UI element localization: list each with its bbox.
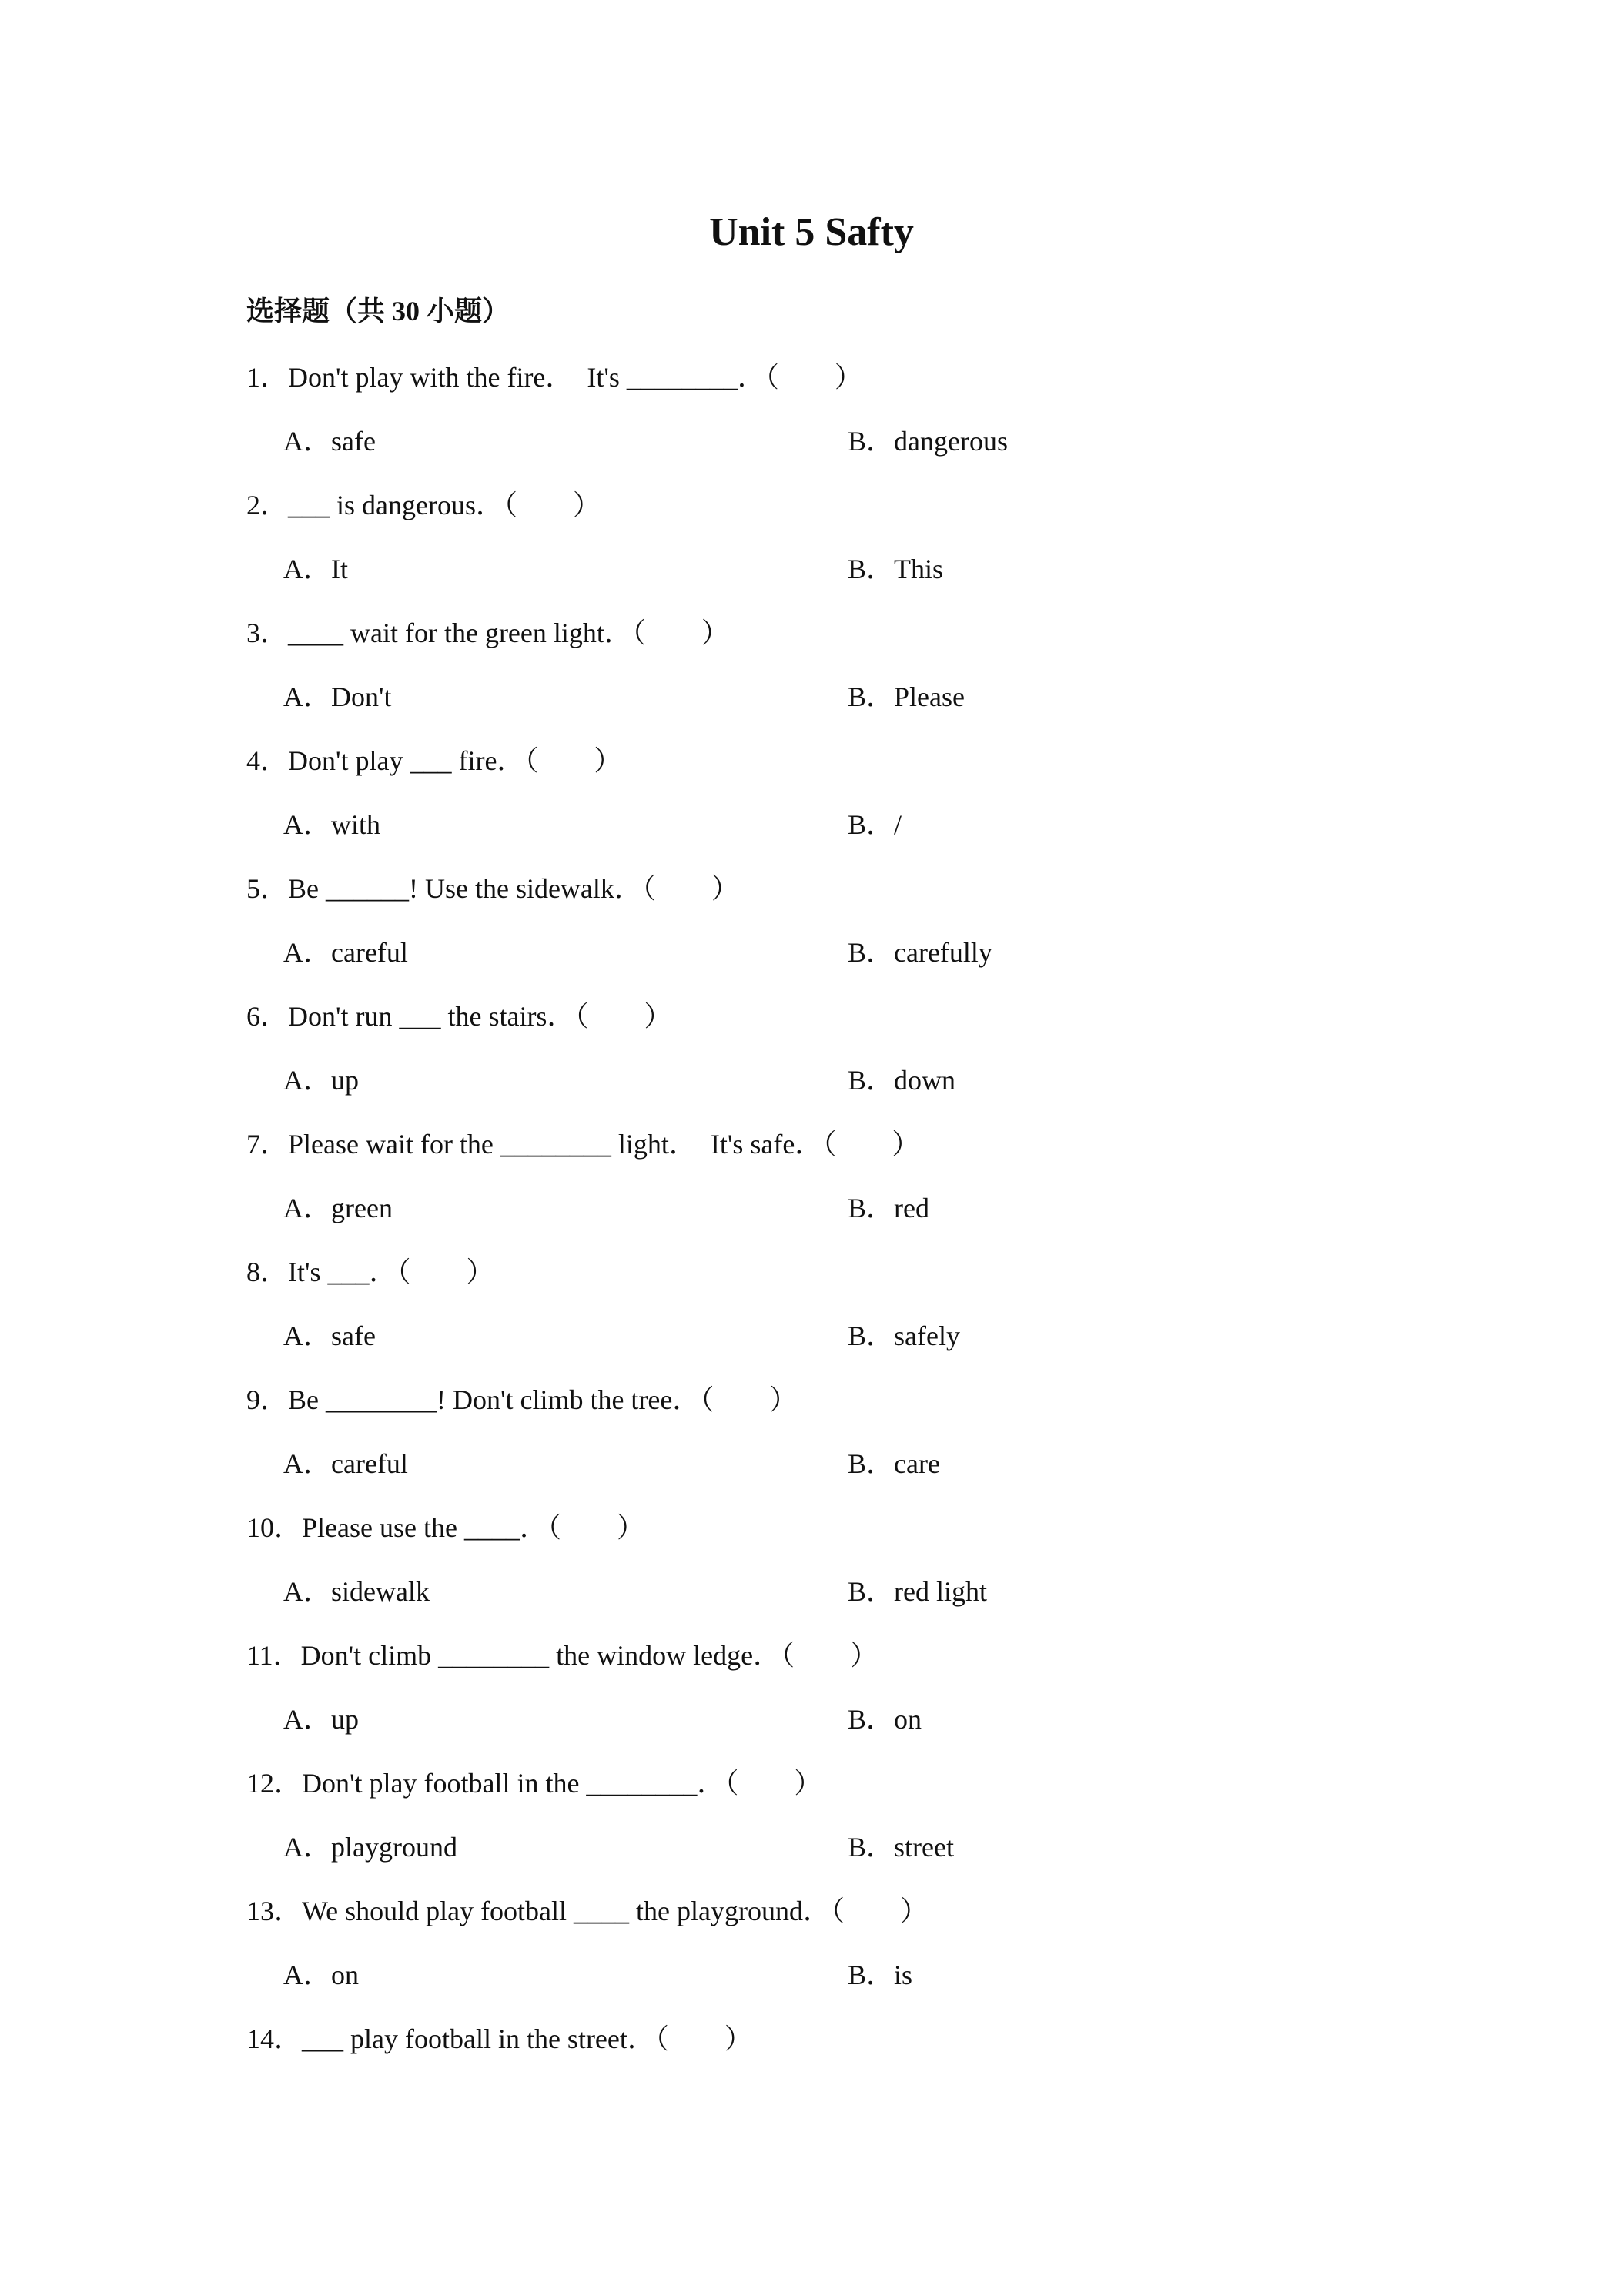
answer-options xyxy=(283,1702,1361,1736)
option-b: B．red light xyxy=(848,1576,987,1607)
answer-options xyxy=(283,1575,1361,1608)
option-a: A．with xyxy=(283,809,381,840)
question-item xyxy=(246,1511,1478,1638)
option-b: B．carefully xyxy=(848,937,992,968)
answer-options xyxy=(283,424,1361,458)
option-b: B．down xyxy=(848,1065,956,1096)
answer-options xyxy=(283,808,1361,842)
question-item xyxy=(246,1766,1478,1894)
question-item xyxy=(246,1894,1478,2022)
answer-options xyxy=(283,1958,1361,1992)
option-b: B．/ xyxy=(848,809,902,840)
question-item xyxy=(246,744,1478,872)
question-stem: 8．It's ___．（ ） xyxy=(246,1257,494,1287)
answer-options xyxy=(283,552,1361,586)
option-b: B．red xyxy=(848,1193,929,1223)
option-b: B．street xyxy=(848,1832,954,1863)
option-a: A．green xyxy=(283,1193,393,1223)
question-stem: 14．___ play football in the street．（ ） xyxy=(246,2023,752,2054)
question-stem: 3．____ wait for the green light．（ ） xyxy=(246,618,729,648)
question-item xyxy=(246,616,1478,744)
option-a: A．Don't xyxy=(283,681,392,712)
answer-options xyxy=(283,1447,1361,1481)
answer-options xyxy=(283,1191,1361,1225)
option-a: A．up xyxy=(283,1065,359,1096)
question-item xyxy=(246,1383,1478,1511)
question-stem: 2．___ is dangerous．（ ） xyxy=(246,490,601,520)
document-title: Unit 5 Safty xyxy=(709,210,914,254)
question-stem: 4．Don't play ___ fire．（ ） xyxy=(246,745,622,776)
option-b: B．safely xyxy=(848,1320,960,1351)
answer-options xyxy=(283,1319,1361,1353)
option-a: A．sidewalk xyxy=(283,1576,430,1607)
option-b: B．on xyxy=(848,1704,922,1735)
section-heading: 选择题（共 30 小题） xyxy=(246,296,510,326)
option-a: A．safe xyxy=(283,426,376,457)
question-item xyxy=(246,1255,1478,1383)
question-stem: 5．Be ______! Use the sidewalk．（ ） xyxy=(246,873,739,904)
question-stem: 9．Be ________! Don't climb the tree．（ ） xyxy=(246,1384,798,1415)
option-a: A．careful xyxy=(283,937,408,968)
option-a: A．up xyxy=(283,1704,359,1735)
question-stem: 13．We should play football ____ the playground．（ ） xyxy=(246,1896,928,1926)
option-a: A．safe xyxy=(283,1320,376,1351)
question-item xyxy=(246,1127,1478,1255)
answer-options xyxy=(283,1063,1361,1097)
question-item xyxy=(246,999,1478,1127)
option-a: A．playground xyxy=(283,1832,457,1863)
question-stem: 12．Don't play football in the ________．（ ） xyxy=(246,1768,822,1799)
question-stem: 11．Don't climb ________ the window ledge．（ ） xyxy=(246,1640,878,1671)
option-a: A．on xyxy=(283,1960,359,1990)
answer-options xyxy=(283,1830,1361,1864)
option-b: B．care xyxy=(848,1448,940,1479)
option-b: B．dangerous xyxy=(848,426,1008,457)
answer-options xyxy=(283,680,1361,714)
question-stem: 7．Please wait for the ________ light． It's safe．（ ） xyxy=(246,1129,920,1160)
option-a: A．It xyxy=(283,554,348,584)
option-b: B．This xyxy=(848,554,944,584)
option-b: B．Please xyxy=(848,681,965,712)
question-list xyxy=(246,360,1478,2150)
question-item xyxy=(246,1638,1478,1766)
question-item xyxy=(246,488,1478,616)
answer-options xyxy=(283,935,1361,969)
question-item xyxy=(246,872,1478,999)
question-stem: 10．Please use the ____．（ ） xyxy=(246,1512,644,1543)
question-item xyxy=(246,360,1478,488)
option-b: B．is xyxy=(848,1960,913,1990)
question-stem: 1．Don't play with the fire． It's ________．（ ） xyxy=(246,362,862,393)
question-item xyxy=(246,2022,1478,2150)
question-stem: 6．Don't run ___ the stairs．（ ） xyxy=(246,1001,672,1032)
option-a: A．careful xyxy=(283,1448,408,1479)
